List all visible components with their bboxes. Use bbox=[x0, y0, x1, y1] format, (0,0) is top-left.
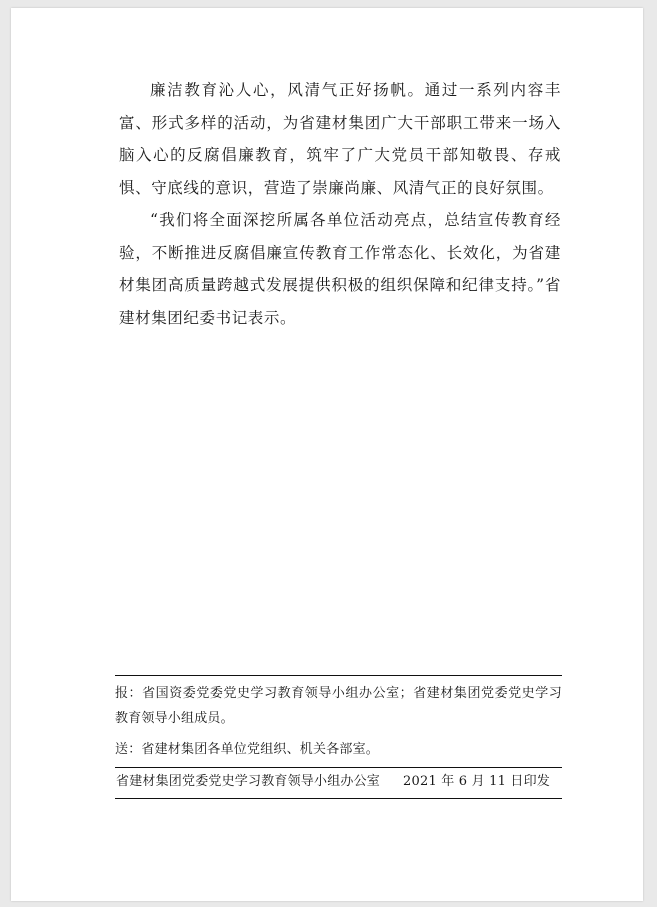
paragraph-secretary-quote: “我们将全面深挖所属各单位活动亮点，总结宣传教育经验，不断推进反腐倡廉宣传教育工作常态化、长效化，为省建材集团高质量跨越式发展提供积极的组织保障和纪律支持。”省建材集团纪委书记表示。 bbox=[119, 211, 561, 327]
document-page bbox=[11, 8, 643, 901]
footer-middle-rule bbox=[115, 767, 562, 768]
send-to-line: 送：省建材集团各单位党组织、机关各部室。 bbox=[115, 742, 380, 757]
issue-date: 2021 年 6 月 11 日印发 bbox=[403, 774, 550, 789]
report-to-line: 报：省国资委党委党史学习教育领导小组办公室；省建材集团党委党史学习教育领导小组成员。 bbox=[115, 686, 562, 726]
footer-top-rule bbox=[115, 675, 562, 676]
document-body bbox=[119, 74, 561, 334]
issue-line bbox=[115, 769, 562, 795]
issuer-name: 省建材集团党委党史学习教育领导小组办公室 bbox=[116, 774, 381, 789]
document-footer bbox=[115, 675, 562, 799]
paragraph-integrity-education: 廉洁教育沁人心，风清气正好扬帆。通过一系列内容丰富、形式多样的活动，为省建材集团广大干部职工带来一场入脑入心的反腐倡廉教育，筑牢了广大党员干部知敬畏、存戒惧、守底线的意识，营造了崇廉尚廉、风清气正的良好氛围。 bbox=[119, 81, 561, 197]
footer-bottom-rule bbox=[115, 798, 562, 799]
